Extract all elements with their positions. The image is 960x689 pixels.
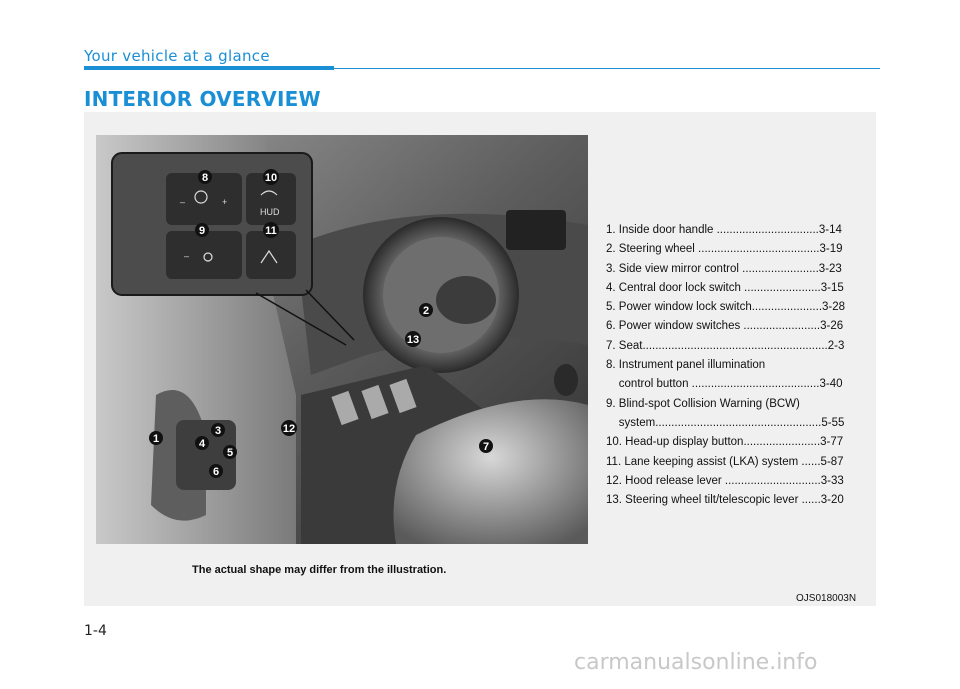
- svg-text:13: 13: [406, 334, 420, 346]
- svg-text:5: 5: [226, 447, 234, 459]
- legend-item: 4. Central door lock switch ........................3-15: [606, 281, 844, 294]
- legend-item: 11. Lane keeping assist (LKA) system ......5-87: [606, 455, 844, 468]
- switch-inset: [112, 153, 312, 295]
- inset-minus-label-b: –: [184, 251, 190, 261]
- svg-text:12: 12: [282, 423, 296, 435]
- svg-text:10: 10: [264, 172, 278, 184]
- legend-list: [606, 221, 866, 510]
- section-label: Your vehicle at a glance: [84, 47, 270, 65]
- watermark: carmanualsonline.info: [574, 650, 818, 675]
- legend-item: 1. Inside door handle ................................3-14: [606, 224, 842, 236]
- callout-11: [263, 222, 279, 238]
- legend-item: control button ........................................3-40: [606, 378, 843, 391]
- svg-text:6: 6: [212, 466, 220, 478]
- legend-item: 9. Blind-spot Collision Warning (BCW): [606, 397, 800, 410]
- center-display: [506, 210, 566, 250]
- page-number: 1-4: [84, 623, 107, 639]
- callout-5: [223, 445, 237, 459]
- legend-item: 5. Power window lock switch......................3-28: [606, 301, 846, 314]
- gear-shifter: [554, 364, 578, 396]
- callout-10: [263, 169, 279, 185]
- svg-text:9: 9: [198, 225, 206, 237]
- callout-2: [419, 303, 433, 317]
- svg-text:1: 1: [152, 433, 160, 445]
- illustration-note: The actual shape may differ from the illustration.: [192, 564, 447, 576]
- legend-item: 8. Instrument panel illumination: [606, 359, 766, 372]
- callout-7: [479, 439, 493, 453]
- svg-text:7: 7: [482, 441, 490, 453]
- callout-1: [149, 431, 163, 445]
- section-rule-thin: [334, 68, 880, 69]
- steering-hub: [436, 276, 496, 324]
- legend-item: 7. Seat..........................................................2-3: [606, 339, 845, 352]
- interior-illustration: [96, 135, 588, 544]
- legend-item: 12. Hood release lever ..............................3-33: [606, 474, 844, 487]
- svg-text:2: 2: [422, 305, 430, 317]
- legend-item: 10. Head-up display button........................3-77: [606, 436, 844, 449]
- callout-4: [195, 436, 209, 450]
- legend-item: 2. Steering wheel ......................................3-19: [606, 243, 843, 256]
- svg-text:11: 11: [265, 225, 277, 237]
- callout-12: [281, 420, 297, 436]
- svg-text:8: 8: [201, 172, 209, 184]
- legend-item: system....................................................5-55: [606, 416, 845, 429]
- inset-plus-label: +: [222, 197, 228, 207]
- callout-3: [211, 423, 225, 437]
- callout-8: [198, 170, 212, 184]
- svg-text:4: 4: [198, 438, 206, 450]
- callout-6: [209, 464, 223, 478]
- page-title: INTERIOR OVERVIEW: [84, 87, 321, 111]
- inset-hud-label: HUD: [260, 207, 280, 217]
- callout-13: [405, 331, 421, 347]
- legend-item: 3. Side view mirror control ........................3-23: [606, 262, 842, 275]
- inset-minus-label: –: [180, 197, 186, 207]
- section-rule-thick: [84, 66, 334, 70]
- legend-item: 6. Power window switches ........................3-26: [606, 320, 844, 333]
- figure-code: OJS018003N: [796, 593, 857, 604]
- svg-text:3: 3: [214, 425, 222, 437]
- legend-item: 13. Steering wheel tilt/telescopic lever ......3-20: [606, 494, 844, 507]
- callout-9: [195, 223, 209, 237]
